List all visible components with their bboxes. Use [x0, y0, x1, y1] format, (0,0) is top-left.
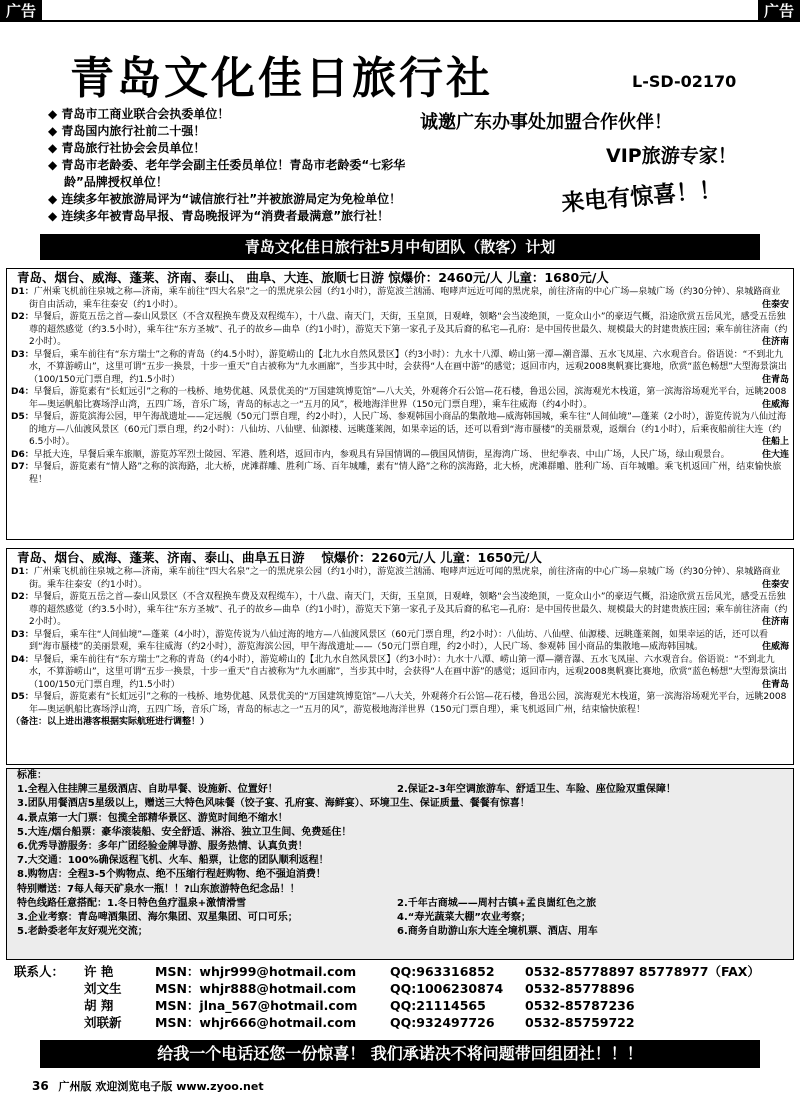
- contact-name: 刘联新: [84, 1015, 122, 1030]
- standard-item: 2.千年古商城——周村古镇+孟良崮红色之旅: [397, 897, 597, 909]
- day-lodging: 住济南: [761, 337, 789, 347]
- partner-slogan: 诚邀广东办事处加盟合作伙伴！: [420, 112, 672, 133]
- itinerary-day: [7, 691, 793, 716]
- itinerary-day: [7, 411, 793, 449]
- day-label: D2：: [11, 312, 34, 322]
- day-label: D5：: [11, 412, 34, 422]
- day-label: D5：: [11, 692, 34, 702]
- contact-qq: QQ:21114565: [390, 998, 486, 1013]
- contact-msn[interactable]: MSN：jlna_567@hotmail.com: [155, 998, 358, 1013]
- day-lodging: 住船上: [761, 437, 789, 447]
- standard-item: 6.商务自助游山东大连全境机票、酒店、用车: [397, 926, 598, 938]
- day-lodging: 住威海: [761, 399, 789, 410]
- standard-item: 3.团队用餐酒店5星级以上，赠送三大特色风味餐（饺子宴、孔府宴、海鲜宴）、环境卫生、保证质量、餐餐有惊喜！: [17, 798, 530, 810]
- contacts-label: 联系人：: [14, 964, 65, 979]
- credential-item: ◆ 青岛市工商业联合会执委单位！: [48, 107, 230, 121]
- standard-item: 1.全程入住挂牌三星级酒店、自助早餐、设施新、位置好！: [17, 784, 278, 796]
- standard-row: [7, 868, 793, 882]
- day-label: D4：: [11, 387, 34, 397]
- day-label: D4：: [11, 654, 34, 665]
- tour-note: （备注：以上进出港客根据实际航班进行调整！）: [11, 717, 210, 727]
- credential-item: ◆ 连续多年被青岛早报、青岛晚报评为“消费者最满意”旅行社！: [48, 209, 390, 223]
- standard-item: 4.景点第一大门票：包揽全部精华景区、游览时间绝不缩水！: [17, 812, 288, 824]
- contact-qq: QQ:932497726: [390, 1015, 495, 1030]
- day-text: 广州乘飞机前往泉城之称—济南，乘车前往“四大名泉”之一的黑虎泉公园（约1小时），游览波兰汹涌、咆哮声远近可闻的黑虎泉，前往济南的中心广场—泉城广场（约30分钟）、泉城路商业街。乘车往泰安（约1小时）。: [29, 567, 781, 590]
- day-lodging: 住青岛: [761, 374, 789, 385]
- standard-row: [7, 797, 793, 811]
- itinerary-day: [7, 654, 793, 692]
- standard-row: [7, 783, 793, 797]
- contact-msn[interactable]: MSN：whjr999@hotmail.com: [155, 964, 357, 979]
- day-lodging: 住青岛: [761, 679, 789, 690]
- standard-row: [7, 883, 793, 897]
- standard-item: 2.保证2-3年空调旅游车、舒适卫生、车险、座位险双重保障！: [397, 784, 676, 796]
- standard-row: [7, 897, 793, 911]
- day-label: D1：: [11, 567, 34, 577]
- day-text: 早餐后，乘车前往有“东方瑞士”之称的青岛（约4.5小时），游览崂山的【北九水自然风景区】（约3小时）：九水十八潭、崂山第一潭—潮音瀑、五水飞凤崖、六水观音台。俗语说：“不到北九水，不算游崂山”，这里可谓“五步一换景，十步一重天”自古被称为“九水画廊”，当步其中时，会获得“人在画中游”的感觉；返回市内，远观2008奥帆赛比赛地，欣赏“蓝色畅想”大型海景演出（100/150元门票自理，约1.5小时）: [29, 349, 787, 385]
- itinerary-day: [7, 349, 793, 387]
- contact-phone[interactable]: 0532-85787236: [525, 998, 635, 1013]
- contact-row: [0, 1014, 800, 1031]
- contact-qq: QQ:1006230874: [390, 981, 504, 996]
- standard-item: 特色线路任意搭配：1.冬日特色鱼疗温泉+激情滑雪: [17, 897, 247, 909]
- service-standards: [6, 768, 794, 960]
- credential-item: ◆ 青岛国内旅行社前二十强！: [48, 124, 206, 138]
- standard-row: [7, 925, 793, 939]
- standard-row: [7, 840, 793, 854]
- tour-header: 青岛、烟台、威海、蓬莱、济南、泰山、 曲阜、大连、旅顺七日游 惊爆价：2460元/人 儿童：1680元/人: [17, 270, 609, 285]
- contact-phone[interactable]: 0532-85759722: [525, 1015, 635, 1030]
- day-lodging: 住威海: [761, 642, 789, 652]
- credential-item: ◆ 连续多年被旅游局评为“诚信旅行社”并被旅游局定为免检单位！: [48, 192, 402, 206]
- itinerary-day: [7, 566, 793, 591]
- day-text: 早餐后，游览素有“长虹远引”之称的一栈桥、地势优越、风景优美的“万国建筑博览馆”—八大关，外观蒋介石公馆—花石楼，鲁迅公园，滨海观光木栈道，第一滨海浴场观光平台，远眺2008年—奥运帆船比赛场浮山湾，五四广场，音乐广场，青岛的标志之一“五月的风”，游览极地海洋世界（150元门票自理），乘飞机返回广州，结束愉快旅程！: [29, 692, 787, 715]
- page-footer: [32, 1078, 264, 1094]
- day-label: D1：: [11, 287, 34, 297]
- day-text: 广州乘飞机前往泉城之称—济南，乘车前往“四大名泉”之一的黑虎泉公园（约1小时），游览波兰汹涌、咆哮声远近可闻的黑虎泉，前往济南的中心广场—泉城广场（约30分钟）、泉城路商业街自由活动，乘车往泰安（约1小时）。: [29, 287, 781, 310]
- credential-item: ◆ 青岛市老龄委、老年学会副主任委员单位！青岛市老龄委“七彩华龄”品牌授权单位！: [48, 158, 406, 189]
- itinerary-day: [7, 286, 793, 311]
- day-text: 早餐后，游览素有“情人路”之称的滨海路，北大桥，虎滩群雕、胜利广场、百年城雕，素有“情人路”之称的滨海路，北大桥，虎滩群雕、胜利广场、百年城雕。乘飞机返回广州，结束愉快旅程！: [29, 462, 782, 485]
- standard-item: 3.企业考察：青岛啤酒集团、海尔集团、双星集团、可口可乐；: [17, 912, 298, 924]
- standard-row: [7, 911, 793, 925]
- tour-header: 青岛、烟台、威海、蓬莱、济南、泰山、曲阜五日游 惊爆价：2260元/人 儿童：1650元/人: [17, 550, 542, 565]
- day-label: D7：: [11, 462, 34, 472]
- contact-msn[interactable]: MSN：whjr666@hotmail.com: [155, 1015, 357, 1030]
- ad-tag-right: 广告: [758, 0, 800, 22]
- day-text: 早餐后，游览滨海公园，甲午海战遗址——定远舰（50元门票自理，约2小时），人民广场、参观韩国小商品的集散地—威海韩国城，乘车往“人间仙境”—蓬莱（2小时），游览传说为八仙过海的地方—八仙渡风景区（60元门票自理，约2小时）：八仙坊、八仙壁、仙源楼、远眺蓬莱阁，如果幸运的话，还可以看到“海市蜃楼”的美丽景观，返烟台（约1小时），后乘夜船前往大连（约6.5小时）。: [29, 412, 786, 447]
- call-surprise-slogan: 来电有惊喜！！: [560, 177, 724, 217]
- standard-row: [7, 854, 793, 868]
- contact-name: 刘文生: [84, 981, 122, 996]
- standard-row: [7, 812, 793, 826]
- standard-item: 5.大连/烟台船票：豪华滚装船、安全舒适、淋浴、独立卫生间、免费延住！: [17, 826, 352, 838]
- top-divider: [40, 20, 760, 22]
- day-label: D6：: [11, 449, 34, 460]
- agency-title: 青岛文化佳日旅行社: [70, 53, 493, 104]
- website-link[interactable]: 欢迎浏览电子版 www.zyoo.net: [95, 1080, 264, 1093]
- itinerary-day: [7, 449, 793, 462]
- itinerary-day: [7, 461, 793, 486]
- contact-phone[interactable]: 0532-85778896: [525, 981, 635, 996]
- day-text: 早餐后，游览素有“长虹远引”之称的一栈桥、地势优越、风景优美的“万国建筑博览馆”—八大关，外观蒋介石公馆—花石楼，鲁迅公园，滨海观光木栈道，第一滨海浴场观光平台，远眺2008年—奥运帆船比赛场浮山湾，五四广场，音乐广场，青岛的标志之一“五月的风”，极地海洋世界（150元门票自理），乘车往威海（约4小时）。: [29, 387, 787, 410]
- vip-slogan: VIP旅游专家！: [606, 145, 737, 167]
- contact-name: 胡 翔: [84, 998, 114, 1013]
- day-lodging: 住济南: [761, 617, 789, 627]
- contact-name: 许 艳: [84, 964, 114, 979]
- contact-qq: QQ:963316852: [390, 964, 495, 979]
- day-lodging: 住大连: [761, 449, 789, 460]
- day-label: D3：: [11, 629, 34, 640]
- tour-seven-day-box: [6, 268, 794, 540]
- contact-row: [0, 963, 800, 980]
- day-text: 早餐后，乘车前往有“东方瑞士”之称的青岛（约4小时），游览崂山的【北九水自然风景区】（约3小时）：九水十八潭、崂山第一潭—潮音瀑、五水飞凤崖、六水观音台。俗语说：“不到北九水，不算游崂山”，这里可谓“五步一换景，十步一重天”自古被称为“九水画廊”，当步其中时，会获得“人在画中游”的感觉；返回市内，远观2008奥帆赛比赛地，欣赏“蓝色畅想”大型海景演出（100/150元门票自理，约1.5小时）: [29, 654, 787, 690]
- itinerary-day: [7, 311, 793, 349]
- standards-title: 标准：: [17, 770, 47, 781]
- day-label: D3：: [11, 349, 34, 360]
- contact-phone[interactable]: 0532-85778897 85778977（FAX）: [525, 964, 760, 979]
- standard-item: 7.大交通：100%确保返程飞机、火车、船票，让您的团队顺利返程！: [17, 855, 329, 867]
- day-text: 早餐后，乘车往“人间仙境”—蓬莱（4小时），游览传说为八仙过海的地方—八仙渡风景区（60元门票自理，约2小时）：八仙坊、八仙壁、仙源楼、远眺蓬莱阁，如果幸运的话，还可以看到“海市蜃楼”的美丽景观，乘车往威海（约2小时），游览海滨公园，甲午海战遗址——（50元门票自理，约2小时），人民广场、参观韩 国小商品的集散地—威海韩国城。: [29, 629, 768, 652]
- page-number: 36: [32, 1079, 49, 1093]
- itinerary-day: [7, 386, 793, 411]
- promise-bar: 给我一个电话还您一份惊喜！ 我们承诺决不将问题带回组团社！！！: [40, 1040, 760, 1068]
- contact-row: [0, 980, 800, 997]
- credential-item: ◆ 青岛旅行社协会会员单位！: [48, 141, 206, 155]
- plan-title-bar: 青岛文化佳日旅行社5月中旬团队（散客）计划: [40, 234, 760, 260]
- day-lodging: 住泰安: [761, 579, 789, 590]
- tour-five-day-box: [6, 548, 794, 765]
- contact-row: [0, 997, 800, 1014]
- day-label: D2：: [11, 592, 34, 602]
- day-text: 早抵大连，早餐后乘车旅顺，游览苏军烈士陵园、军港、胜利塔，返回市内，参观具有异国情调的—俄国风情街，星海湾广场、 世纪拳表、中山广场，人民广场，绿山观景台。: [33, 449, 730, 460]
- standard-item: 6.优秀导游服务：多年广团经验金牌导游、服务热情、认真负责！: [17, 841, 308, 853]
- standard-item: 4.“寿光蔬菜大棚”农业考察；: [397, 912, 531, 924]
- edition-label: 广州版: [58, 1080, 92, 1093]
- license-number: L-SD-02170: [632, 72, 737, 91]
- standard-row: [7, 826, 793, 840]
- ad-tag-left: 广告: [0, 0, 42, 22]
- day-lodging: 住泰安: [761, 299, 789, 310]
- day-text: 早餐后，游览五岳之首—泰山风景区（不含双程换车费及双程缆车），十八盘、南天门，天街，玉皇顶，日观峰，领略“会当凌绝顶，一览众山小”的豪迈气概，沿途欣赏五岳风光，感受五岳独尊的超然感觉（约3.5小时），乘车往“东方圣城”、孔子的故乡—曲阜（约1小时），游览天下第一家孔子及其后裔的私宅—孔府：是中国传世最久、规模最大的封建贵族庄园；乘车前往济南（约2小时）。: [29, 312, 788, 347]
- contact-msn[interactable]: MSN：whjr888@hotmail.com: [155, 981, 357, 996]
- standard-item: 8.购物店：全程3-5个购物点、绝不压缩行程赶购物、绝不强迫消费！: [17, 869, 326, 881]
- itinerary-day: [7, 591, 793, 629]
- standard-item: 特别赠送：7每人每天矿泉水一瓶！！?山东旅游特色纪念品！！: [17, 883, 300, 895]
- credential-list: [48, 106, 428, 225]
- itinerary-day: [7, 629, 793, 654]
- day-text: 早餐后，游览五岳之首—泰山风景区（不含双程换车费及双程缆车），十八盘、南天门，天街，玉皇顶，日观峰，领略“会当凌绝顶，一览众山小”的豪迈气概，沿途欣赏五岳风光，感受五岳独尊的超然感觉（约3.5小时），乘车往“东方圣城”、孔子的故乡—曲阜（约1小时），游览天下第一家孔子及其后裔的私宅—孔府：是中国传世最久、规模最大的封建贵族庄园；乘车前往济南（约2小时）。: [29, 592, 788, 627]
- standard-item: 5.老龄委老年友好观光交流；: [17, 926, 148, 938]
